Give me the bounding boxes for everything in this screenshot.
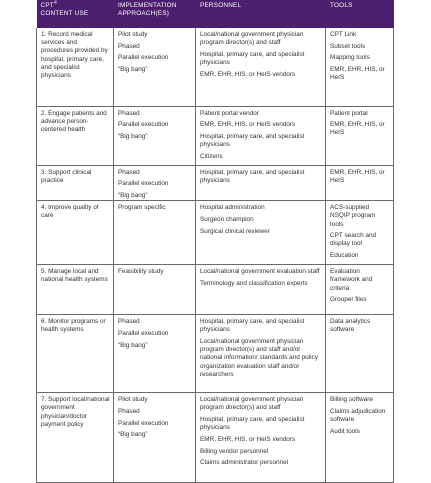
personnel-item: Patient portal vendor xyxy=(200,109,259,117)
personnel-item: Hospital, primary care, and specialist physicians xyxy=(200,416,305,432)
personnel-item: Local/national government physician program director(s) and staff xyxy=(200,396,304,412)
personnel-item: Terminology and classification experts xyxy=(200,279,308,287)
personnel-item: Hospital, primary care, and specialist physicians xyxy=(200,132,305,149)
cpt-content-use-table xyxy=(36,0,394,483)
personnel-item: Hospital, primary care, and specialist physicians xyxy=(200,50,305,67)
approach-item: Phased xyxy=(118,42,140,50)
cell-tools xyxy=(326,106,394,165)
personnel-item: Hospital administration xyxy=(200,204,265,212)
cell-personnel xyxy=(196,315,326,393)
personnel-item: Local/national government physician program director(s) and staff and/or national information/ standards and policy organization evaluation staff and/or researchers xyxy=(200,338,318,378)
approach-item: “Big bang” xyxy=(118,341,148,349)
table-row xyxy=(37,165,394,201)
cell-personnel xyxy=(196,106,326,165)
approach-item: Pilot study xyxy=(118,396,148,404)
cell-approaches xyxy=(114,106,196,165)
tool-item: EMR, EHR, HIS, or HeIS xyxy=(330,66,385,82)
header-cpt-content-use: CPT® CONTENT USE xyxy=(37,0,114,28)
approach-item: Parallel execution xyxy=(118,419,169,427)
approach-item: Parallel execution xyxy=(118,180,169,188)
table-row xyxy=(37,106,394,165)
header-personnel: PERSONNEL xyxy=(196,0,326,28)
approach-item: Feasibility study xyxy=(118,268,164,276)
cell-approaches xyxy=(114,315,196,393)
cell-approaches xyxy=(114,28,196,106)
tool-item: Evaluation framework and criteria xyxy=(330,268,373,292)
personnel-item: Billing vendor personnel xyxy=(200,447,269,455)
cell-personnel xyxy=(196,28,326,106)
personnel-item: Surgical clinical reviewer xyxy=(200,227,270,235)
table-body xyxy=(37,28,394,483)
approach-item: “Big bang” xyxy=(118,431,148,439)
header-row xyxy=(37,0,394,28)
tool-item: Data analytics software xyxy=(330,318,371,334)
personnel-item: EMR, EHR, HIS, or HeIS vendors xyxy=(200,121,296,129)
personnel-item: Surgeon champion xyxy=(200,215,254,223)
tool-item: EMR, EHR, HIS, or HeIS xyxy=(330,121,385,137)
cell-personnel xyxy=(196,201,326,265)
approach-item: Phased xyxy=(118,407,140,415)
tool-item: Education xyxy=(330,252,359,260)
tool-item: Subset tools xyxy=(330,42,366,50)
cell-content-use: 4. Improve quality of care xyxy=(37,201,114,265)
personnel-item: Claims administrator personnel xyxy=(200,459,289,467)
cell-approaches xyxy=(114,393,196,483)
approach-item: Phased xyxy=(118,168,140,176)
tool-item: EMR, EHR, HIS, or HeIS xyxy=(330,168,385,184)
tool-item: CPT Link xyxy=(330,31,357,38)
cell-tools xyxy=(326,393,394,483)
cell-content-use: 5. Manage local and national health systems xyxy=(37,265,114,315)
cell-tools xyxy=(326,165,394,201)
cell-content-use: 2. Engage patients and advance person-centered health xyxy=(37,106,114,165)
cell-personnel xyxy=(196,265,326,315)
tool-item: Grouper files xyxy=(330,296,367,304)
cell-tools xyxy=(326,265,394,315)
table-header xyxy=(37,0,394,28)
cell-content-use: 3. Support clinical practice xyxy=(37,165,114,201)
approach-item: Parallel execution xyxy=(118,329,169,337)
tool-item: Audit tools xyxy=(330,427,360,435)
table-row xyxy=(37,393,394,483)
personnel-item: Hospital, primary care, and specialist physicians xyxy=(200,318,305,334)
personnel-item: EMR, EHR, HIS, or HeIS vendors xyxy=(200,435,296,443)
tool-item: Claims adjudication software xyxy=(330,407,386,424)
approach-item: “Big bang” xyxy=(118,66,148,74)
personnel-item: Citizens xyxy=(200,152,223,160)
cell-tools xyxy=(326,315,394,393)
header-implementation-approaches: IMPLEMENTATION APPROACH(ES) xyxy=(114,0,196,28)
table-row xyxy=(37,315,394,393)
approach-item: Pilot study xyxy=(118,31,148,38)
cell-approaches xyxy=(114,201,196,265)
approach-item: Phased xyxy=(118,109,140,117)
approach-item: Program specific xyxy=(118,204,166,212)
cell-personnel xyxy=(196,165,326,201)
table-row xyxy=(37,201,394,265)
personnel-item: Local/national government evaluation staff xyxy=(200,268,320,276)
tool-item: CPT search and display tool xyxy=(330,232,377,248)
approach-item: Parallel execution xyxy=(118,121,169,129)
approach-item: Parallel execution xyxy=(118,54,169,62)
header-tools: TOOLS xyxy=(326,0,394,28)
cell-tools xyxy=(326,28,394,106)
cell-content-use: 1. Record medical services and procedures provided by hospital, primary care, and specialist physicians xyxy=(37,28,114,106)
tool-item: Patient portal xyxy=(330,109,368,117)
approach-item: “Big bang” xyxy=(118,191,148,199)
cell-approaches xyxy=(114,265,196,315)
table-row xyxy=(37,28,394,106)
cell-content-use: 6. Monitor programs or health systems xyxy=(37,315,114,393)
personnel-item: Hospital, primary care, and specialist physicians xyxy=(200,168,305,184)
personnel-item: Local/national government physician program director(s) and staff xyxy=(200,31,304,47)
tool-item: ACS-supplied NSQIP program tools xyxy=(330,204,376,228)
table-row xyxy=(37,265,394,315)
cell-tools xyxy=(326,201,394,265)
cell-personnel xyxy=(196,393,326,483)
approach-item: “Big bang” xyxy=(118,132,148,140)
cell-approaches xyxy=(114,165,196,201)
personnel-item: EMR, EHR, HIS, or HeIS vendors xyxy=(200,70,296,78)
tool-item: Billing software xyxy=(330,396,373,404)
approach-item: Phased xyxy=(118,318,140,326)
cell-content-use: 7. Support local/national government physician/doctor payment policy xyxy=(37,393,114,483)
tool-item: Mapping tools xyxy=(330,54,370,62)
